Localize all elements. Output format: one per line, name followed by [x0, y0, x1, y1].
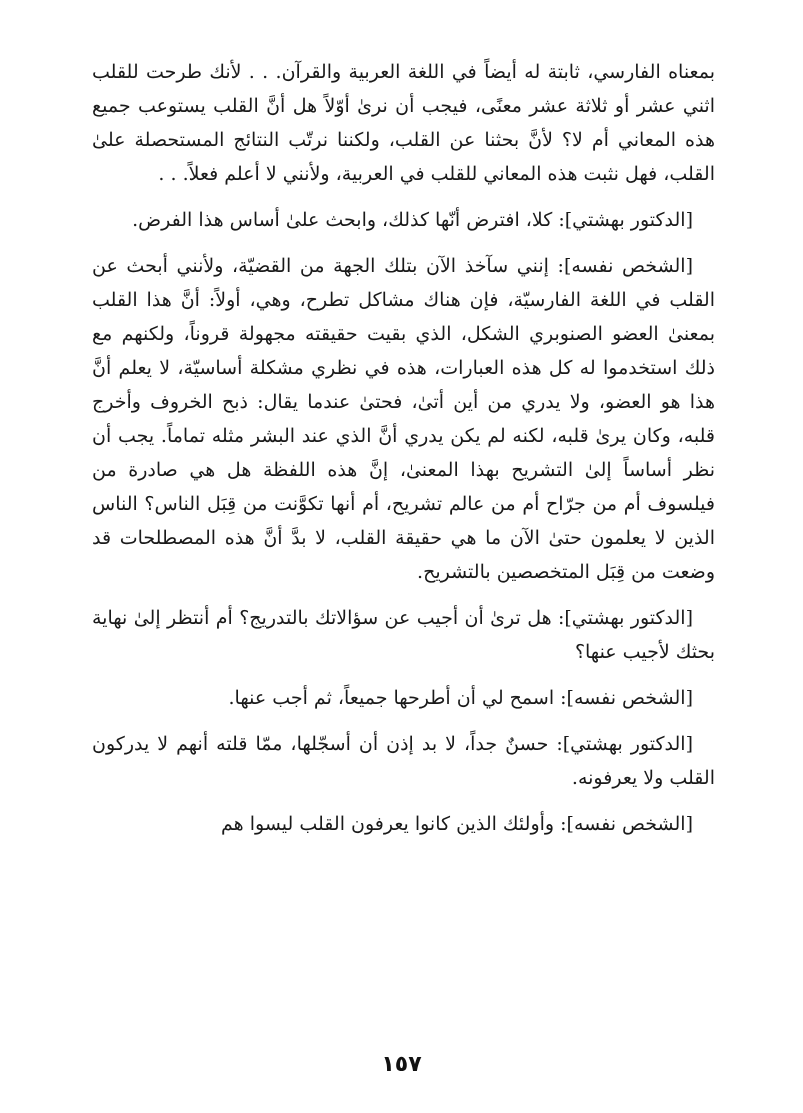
paragraph-dialogue: [الشخص نفسه]: وأولئك الذين كانوا يعرفون القلب ليسوا هم — [221, 813, 693, 835]
page-number: ١٥٧ — [381, 1052, 422, 1077]
paragraph-dialogue: [الدكتور بهشتي]: هل ترىٰ أن أجيب عن سؤالاتك بالتدريج؟ أم أنتظر إلىٰ نهاية بحثك لأجيب عنها؟ — [92, 607, 715, 663]
paragraph-dialogue: [الدكتور بهشتي]: كلا، افترض أنّها كذلك، وابحث علىٰ أساس هذا الفرض. — [132, 209, 693, 231]
paragraph-dialogue: [الشخص نفسه]: إنني سآخذ الآن بتلك الجهة من القضيّة، ولأنني أبحث عن القلب في اللغة الفارسيّة، فإن هناك مشاكل تطرح، وهي، أولاً: أنَّ هذا القلب بمعنىٰ العضو الصنوبري الشكل، الذي بقيت حقيقته مجهولة قروناً، ولكنهم مع ذلك استخدموا له كل هذه العبارات، هذه في نظري مشكلة أساسيّة، لا يعلم أنَّ هذا هو العضو، ولا يدري من أين أتىٰ، فحتىٰ عندما يقال: ذبح الخروف وأخرج قلبه، وكان يرىٰ قلبه، لكنه لم يكن يدري أنَّ الذي عند البشر مثله تماماً. يجب أن نظر أساساً إلىٰ التشريح بهذا المعنىٰ، إنَّ هذه اللفظة هل هي صادرة من فيلسوف أم من جرّاح أم من عالم تشريح، أم أنها تكوَّنت من قِبَل الناس؟ الناس الذين لا يعلمون حتىٰ الآن ما هي حقيقة القلب، لا بدَّ أنَّ هذه المصطلحات قد وضعت من قِبَل المتخصصين بالتشريح. — [92, 255, 715, 583]
paragraph-dialogue: [الدكتور بهشتي]: حسنٌ جداً، لا بد إذن أن أسجّلها، ممّا قلته أنهم لا يدركون القلب ولا يعرفونه. — [92, 733, 715, 789]
paragraph-dialogue: [الشخص نفسه]: اسمح لي أن أطرحها جميعاً، ثم أجب عنها. — [228, 687, 693, 709]
paragraph-continuation: بمعناه الفارسي، ثابتة له أيضاً في اللغة العربية والقرآن. . . لأنك طرحت للقلب اثني عشر أو ثلاثة عشر معنًى، فيجب أن نرىٰ أوّلاً هل أنَّ القلب يستوعب جميع هذه المعاني أم لا؟ لأنَّ بحثنا عن القلب، ولكننا نرتّب النتائج المستحصلة علىٰ القلب، فهل نثبت هذه المعاني للقلب في العربية، ولأنني لا أعلم فعلاً. . . — [92, 61, 715, 185]
body-text — [92, 55, 715, 841]
